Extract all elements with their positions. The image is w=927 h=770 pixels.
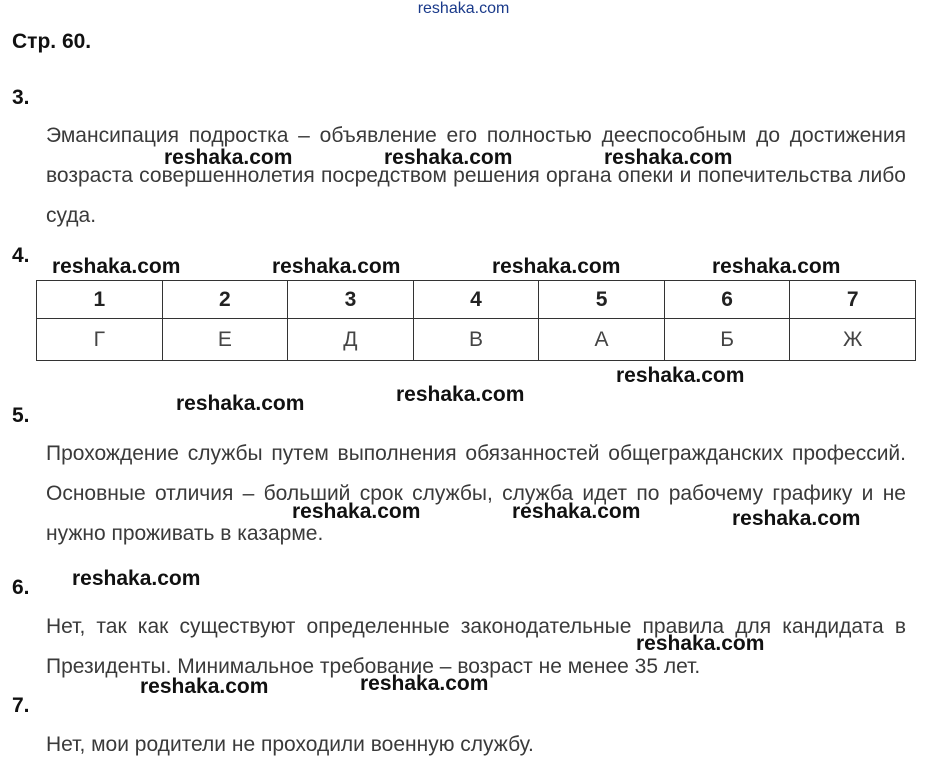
answer-text-3: Эмансипация подростка – объявление его полностью дееспособным до достижения возраста совершеннолетия посредством решения органа опеки и попечительства либо суда. [46,124,906,227]
table-header-cell: 7 [790,281,916,319]
table-header-cell: 1 [37,281,163,319]
watermark-text: reshaka.com [52,255,181,278]
watermark-text: reshaka.com [732,507,861,530]
table-cell: Б [664,319,790,361]
table-header-row [37,281,916,319]
answer-text-7: Нет, мои родители не проходили военную службу. [46,733,534,756]
table-cell: Д [288,319,414,361]
table-header-cell: 5 [539,281,665,319]
watermark-text: reshaka.com [512,500,641,523]
watermark-text: reshaka.com [164,146,293,169]
table-header-cell: 2 [162,281,288,319]
table-cell: Ж [790,319,916,361]
table-header-cell: 6 [664,281,790,319]
answer-table [36,280,916,361]
watermark-text: reshaka.com [712,255,841,278]
watermark-text: reshaka.com [72,567,201,590]
watermark-text: reshaka.com [292,500,421,523]
table-header-cell: 3 [288,281,414,319]
answer-number-5: 5. [12,404,30,427]
answer-number-6: 6. [12,576,30,599]
answer-text-5: Прохождение службы путем выполнения обязанностей общегражданских профессий. Основные отличия – больший срок службы, служба идет по рабочему графику и не нужно проживать в казарме. [46,442,906,545]
watermark-text: reshaka.com [636,632,765,655]
watermark-text: reshaka.com [396,383,525,406]
watermark-text: reshaka.com [272,255,401,278]
answer-number-7: 7. [12,694,30,717]
watermark-text: reshaka.com [384,146,513,169]
watermark-text: reshaka.com [140,675,269,698]
table-cell: В [413,319,539,361]
table-cell: А [539,319,665,361]
table-header-cell: 4 [413,281,539,319]
watermark-text: reshaka.com [616,364,745,387]
watermark-text: reshaka.com [176,392,305,415]
watermark-text: reshaka.com [360,672,489,695]
page-label: Стр. 60. [12,30,92,53]
table-cell: Е [162,319,288,361]
table-row [37,319,916,361]
table-cell: Г [37,319,163,361]
answer-number-4: 4. [12,244,30,267]
site-watermark: reshaka.com [417,0,510,17]
answer-number-3: 3. [12,86,30,109]
answer-text-6: Нет, так как существуют определенные законодательные правила для кандидата в Президенты. Минимальное требование – возраст не менее 35 лет. [46,615,906,678]
watermark-text: reshaka.com [604,146,733,169]
watermark-text: reshaka.com [492,255,621,278]
